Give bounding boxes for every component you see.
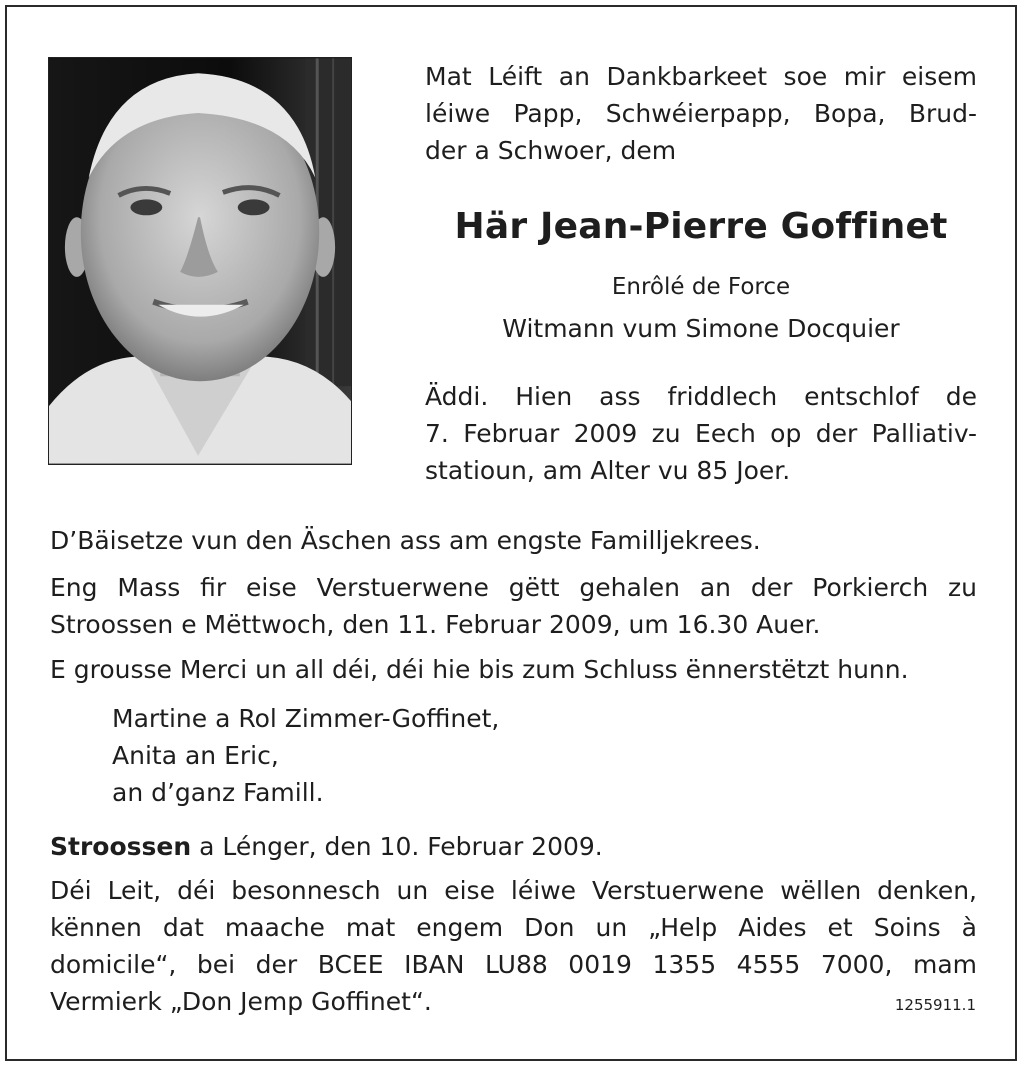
family-line-3: an d’ganz Famill. xyxy=(112,778,324,807)
donation-line-3: domicile“, bei der BCEE IBAN LU88 0019 1355 4555 7000, mam xyxy=(50,950,977,979)
portrait-photo-icon xyxy=(48,57,352,465)
burial-paragraph: D’Bäisetze vun den Äschen ass am engste Familljekrees. xyxy=(50,526,761,555)
death-line-2: 7. Februar 2009 zu Eech op der Palliativ- xyxy=(425,419,977,448)
intro-paragraph xyxy=(425,58,977,169)
deceased-subtitle: Enrôlé de Force xyxy=(611,274,791,300)
family-line-2: Anita an Eric, xyxy=(112,741,279,770)
family-line-1: Martine a Rol Zimmer-Goffinet, xyxy=(112,704,500,733)
death-line-1: Äddi. Hien ass friddlech entschlof de xyxy=(425,382,977,411)
donation-line-1: Déi Leit, déi besonnesch un eise léiwe Verstuerwene wëllen denken, xyxy=(50,876,977,905)
donation-paragraph xyxy=(50,872,977,1020)
intro-line-2: léiwe Papp, Schwéierpapp, Bopa, Brud- xyxy=(425,99,977,128)
deceased-name: Här Jean-Pierre Goffinet xyxy=(454,206,948,247)
death-notice-paragraph xyxy=(425,378,977,489)
death-line-3: statioun, am Alter vu 85 Joer. xyxy=(425,456,791,485)
reference-number: 1255911.1 xyxy=(894,996,976,1014)
intro-line-3: der a Schwoer, dem xyxy=(425,136,677,165)
mass-line-2: Stroossen e Mëttwoch, den 11. Februar 2009, um 16.30 Auer. xyxy=(50,610,821,639)
donation-line-4: Vermierk „Don Jemp Goffinet“. xyxy=(50,987,432,1016)
widower-line: Witmann vum Simone Docquier xyxy=(502,314,900,343)
family-signatures xyxy=(112,700,499,811)
donation-line-2: kënnen dat maache mat engem Don un „Help Aides et Soins à xyxy=(50,913,977,942)
place-date-line xyxy=(50,828,977,865)
mass-paragraph xyxy=(50,569,977,643)
intro-line-1: Mat Léift an Dankbarkeet soe mir eisem xyxy=(425,62,977,91)
date-text: a Lénger, den 10. Februar 2009. xyxy=(191,832,603,861)
place-name: Stroossen xyxy=(50,832,192,861)
mass-line-1: Eng Mass fir eise Verstuerwene gëtt gehalen an der Porkierch zu xyxy=(50,573,977,602)
thanks-paragraph: E grousse Merci un all déi, déi hie bis zum Schluss ënnerstëtzt hunn. xyxy=(50,655,909,684)
